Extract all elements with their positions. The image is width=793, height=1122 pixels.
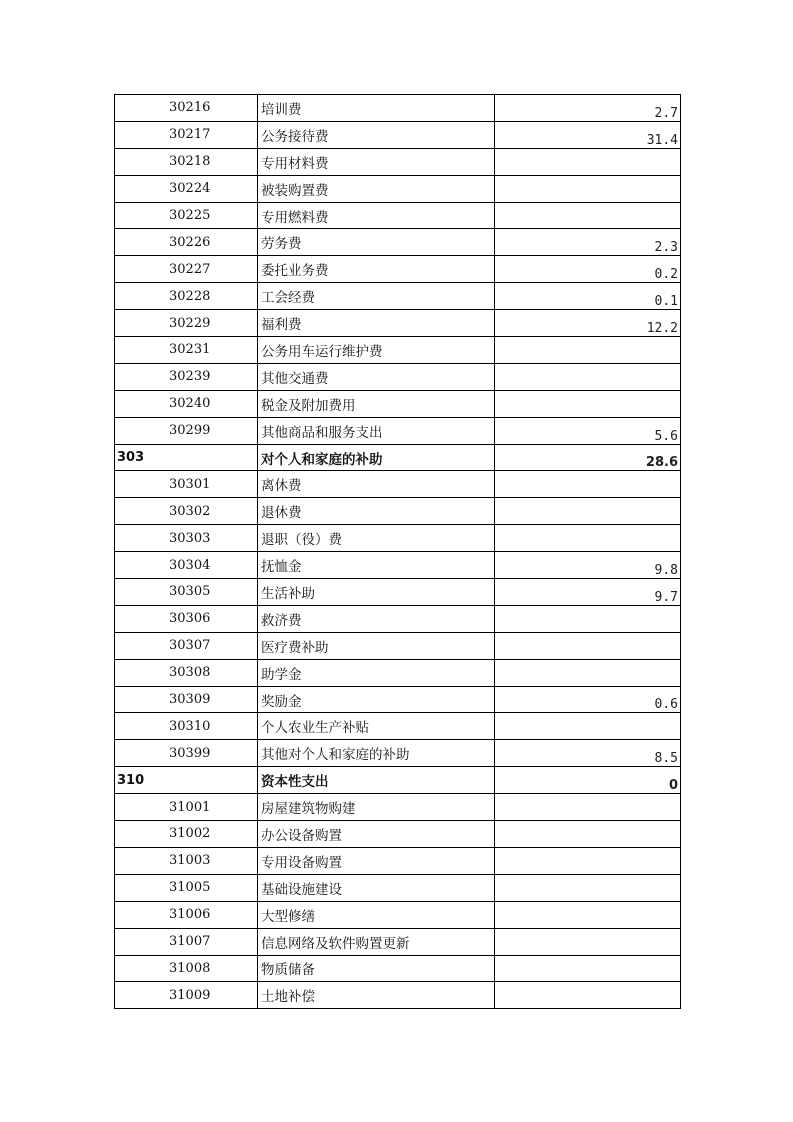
table-row [115, 955, 681, 982]
code-cell: 30217 [115, 121, 258, 148]
amount-cell [495, 202, 681, 229]
code-cell: 30309 [115, 686, 258, 713]
amount-cell: 9.8 [495, 552, 681, 579]
code-cell: 310 [115, 767, 258, 794]
code-cell: 303 [115, 444, 258, 471]
table-row [115, 202, 681, 229]
amount-cell: 5.6 [495, 417, 681, 444]
table-row [115, 794, 681, 821]
code-cell: 30310 [115, 713, 258, 740]
name-cell: 工会经费 [258, 283, 495, 310]
amount-cell: 0.1 [495, 283, 681, 310]
name-cell: 离休费 [258, 471, 495, 498]
table-row [115, 310, 681, 337]
expenditure-table [114, 94, 681, 1009]
amount-cell: 8.5 [495, 740, 681, 767]
category-row [115, 767, 681, 794]
name-cell: 退职（役）费 [258, 525, 495, 552]
code-cell: 30299 [115, 417, 258, 444]
amount-cell [495, 982, 681, 1009]
table-row [115, 390, 681, 417]
name-cell: 福利费 [258, 310, 495, 337]
code-cell: 30306 [115, 605, 258, 632]
table-row [115, 121, 681, 148]
code-cell: 30224 [115, 175, 258, 202]
code-cell: 30307 [115, 632, 258, 659]
name-cell: 对个人和家庭的补助 [258, 444, 495, 471]
table-row [115, 95, 681, 122]
table-row [115, 175, 681, 202]
name-cell: 专用材料费 [258, 148, 495, 175]
table-row [115, 337, 681, 364]
code-cell: 30239 [115, 363, 258, 390]
table-row [115, 417, 681, 444]
table-row [115, 471, 681, 498]
name-cell: 劳务费 [258, 229, 495, 256]
name-cell: 被装购置费 [258, 175, 495, 202]
table-row [115, 363, 681, 390]
name-cell: 退休费 [258, 498, 495, 525]
name-cell: 医疗费补助 [258, 632, 495, 659]
amount-cell: 31.4 [495, 121, 681, 148]
table-row [115, 821, 681, 848]
amount-cell [495, 794, 681, 821]
table-row [115, 283, 681, 310]
name-cell: 其他交通费 [258, 363, 495, 390]
amount-cell: 12.2 [495, 310, 681, 337]
code-cell: 30399 [115, 740, 258, 767]
table-row [115, 632, 681, 659]
name-cell: 个人农业生产补贴 [258, 713, 495, 740]
table-row [115, 874, 681, 901]
code-cell: 30218 [115, 148, 258, 175]
amount-cell [495, 713, 681, 740]
name-cell: 专用设备购置 [258, 847, 495, 874]
amount-cell: 9.7 [495, 579, 681, 606]
name-cell: 生活补助 [258, 579, 495, 606]
table-row [115, 847, 681, 874]
expenditure-table-body [115, 95, 681, 1009]
name-cell: 委托业务费 [258, 256, 495, 283]
amount-cell [495, 928, 681, 955]
table-row [115, 605, 681, 632]
table-row [115, 686, 681, 713]
name-cell: 公务接待费 [258, 121, 495, 148]
amount-cell [495, 175, 681, 202]
table-row [115, 552, 681, 579]
name-cell: 其他商品和服务支出 [258, 417, 495, 444]
code-cell: 30228 [115, 283, 258, 310]
amount-cell: 28.6 [495, 444, 681, 471]
amount-cell: 2.3 [495, 229, 681, 256]
code-cell: 31008 [115, 955, 258, 982]
name-cell: 信息网络及软件购置更新 [258, 928, 495, 955]
code-cell: 31003 [115, 847, 258, 874]
name-cell: 奖励金 [258, 686, 495, 713]
code-cell: 31006 [115, 901, 258, 928]
code-cell: 30229 [115, 310, 258, 337]
code-cell: 31009 [115, 982, 258, 1009]
table-row [115, 928, 681, 955]
code-cell: 31001 [115, 794, 258, 821]
name-cell: 抚恤金 [258, 552, 495, 579]
amount-cell [495, 821, 681, 848]
amount-cell: 2.7 [495, 95, 681, 122]
table-row [115, 659, 681, 686]
name-cell: 税金及附加费用 [258, 390, 495, 417]
name-cell: 助学金 [258, 659, 495, 686]
name-cell: 大型修缮 [258, 901, 495, 928]
code-cell: 30304 [115, 552, 258, 579]
name-cell: 办公设备购置 [258, 821, 495, 848]
name-cell: 土地补偿 [258, 982, 495, 1009]
amount-cell [495, 901, 681, 928]
code-cell: 31005 [115, 874, 258, 901]
table-row [115, 498, 681, 525]
amount-cell [495, 471, 681, 498]
code-cell: 30226 [115, 229, 258, 256]
code-cell: 30303 [115, 525, 258, 552]
code-cell: 30308 [115, 659, 258, 686]
amount-cell [495, 390, 681, 417]
code-cell: 31007 [115, 928, 258, 955]
table-row [115, 713, 681, 740]
code-cell: 30301 [115, 471, 258, 498]
code-cell: 30231 [115, 337, 258, 364]
amount-cell: 0.6 [495, 686, 681, 713]
amount-cell [495, 605, 681, 632]
amount-cell [495, 525, 681, 552]
amount-cell [495, 955, 681, 982]
name-cell: 公务用车运行维护费 [258, 337, 495, 364]
name-cell: 资本性支出 [258, 767, 495, 794]
code-cell: 30225 [115, 202, 258, 229]
table-row [115, 901, 681, 928]
code-cell: 31002 [115, 821, 258, 848]
amount-cell [495, 632, 681, 659]
name-cell: 物质储备 [258, 955, 495, 982]
code-cell: 30227 [115, 256, 258, 283]
code-cell: 30240 [115, 390, 258, 417]
table-row [115, 740, 681, 767]
name-cell: 基础设施建设 [258, 874, 495, 901]
code-cell: 30216 [115, 95, 258, 122]
category-row [115, 444, 681, 471]
table-row [115, 256, 681, 283]
name-cell: 房屋建筑物购建 [258, 794, 495, 821]
amount-cell [495, 337, 681, 364]
name-cell: 救济费 [258, 605, 495, 632]
code-cell: 30305 [115, 579, 258, 606]
table-row [115, 148, 681, 175]
table-row [115, 579, 681, 606]
name-cell: 培训费 [258, 95, 495, 122]
amount-cell [495, 363, 681, 390]
amount-cell [495, 874, 681, 901]
table-row [115, 982, 681, 1009]
table-row [115, 229, 681, 256]
name-cell: 其他对个人和家庭的补助 [258, 740, 495, 767]
amount-cell [495, 148, 681, 175]
name-cell: 专用燃料费 [258, 202, 495, 229]
amount-cell [495, 847, 681, 874]
amount-cell [495, 659, 681, 686]
amount-cell: 0 [495, 767, 681, 794]
table-row [115, 525, 681, 552]
amount-cell [495, 498, 681, 525]
code-cell: 30302 [115, 498, 258, 525]
amount-cell: 0.2 [495, 256, 681, 283]
